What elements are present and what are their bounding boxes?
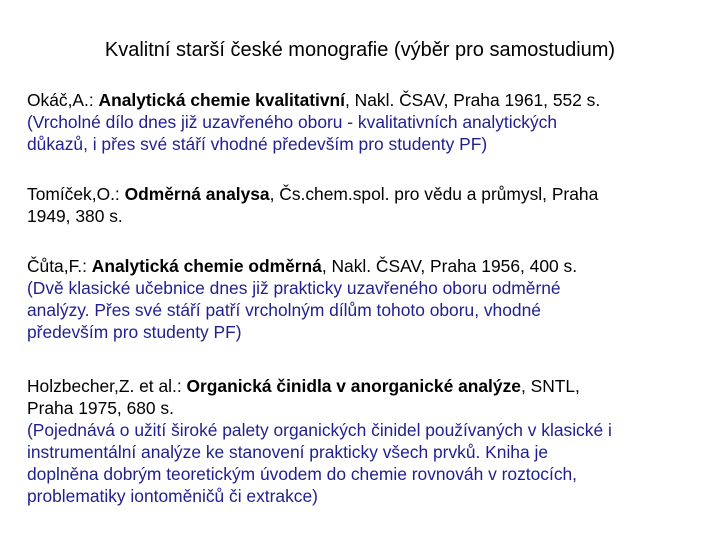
reference-entry-holzbecher <box>27 375 717 507</box>
reference-book-title: Analytická chemie odměrná <box>91 256 322 276</box>
reference-author: Tomíček,O.: <box>27 184 125 204</box>
reference-note-line: (Vrcholné dílo dnes již uzavřeného oboru - kvalitativních analytických <box>27 112 558 132</box>
reference-publisher-info-cont: Praha 1975, 680 s. <box>27 398 174 418</box>
reference-note-line: doplněna dobrým teoretickým úvodem do chemie rovnováh v roztocích, <box>27 464 578 484</box>
reference-note-line: problematiky iontoměničů či extrakce) <box>27 486 318 506</box>
reference-author: Čůta,F.: <box>27 256 92 276</box>
reference-note-line: instrumentální analýze ke stanovení prakticky všech prvků. Kniha je <box>27 442 549 462</box>
reference-book-title: Odměrná analysa <box>124 184 270 204</box>
reference-book-title: Analytická chemie kvalitativní <box>98 90 345 110</box>
reference-citation-line <box>27 255 717 277</box>
reference-note-line: důkazů, i přes své stáří vhodné především pro studenty PF) <box>27 134 488 154</box>
reference-note-line: (Pojednává o užití široké palety organických činidel používaných v klasické i <box>27 420 612 440</box>
reference-note-line: především pro studenty PF) <box>27 322 242 342</box>
page-title: Kvalitní starší české monografie (výběr pro samostudium) <box>104 39 616 61</box>
reference-publisher-info: , Nakl. ČSAV, Praha 1956, 400 s. <box>321 256 578 276</box>
reference-note-line: (Dvě klasické učebnice dnes již prakticky uzavřeného oboru odměrné <box>27 278 561 298</box>
reference-author: Okáč,A.: <box>27 90 99 110</box>
reference-entry-okac <box>27 89 717 155</box>
reference-citation-line <box>27 89 717 111</box>
reference-author: Holzbecher,Z. et al.: <box>27 376 187 396</box>
reference-citation-line <box>27 375 717 397</box>
reference-book-title: Organická činidla v anorganické analýze <box>186 376 521 396</box>
reference-entry-tomicek <box>27 183 717 227</box>
reference-publisher-info: , SNTL, <box>520 376 580 396</box>
reference-entry-cuta <box>27 255 717 343</box>
reference-publisher-info: , Nakl. ČSAV, Praha 1961, 552 s. <box>345 90 601 110</box>
reference-publisher-info: , Čs.chem.spol. pro vědu a průmysl, Praha <box>269 184 599 204</box>
reference-note-line: analýzy. Přes své stáří patří vrcholným dílům tohoto oboru, vhodné <box>27 300 541 320</box>
reference-publisher-info-cont: 1949, 380 s. <box>27 206 123 226</box>
reference-citation-line <box>27 183 717 205</box>
